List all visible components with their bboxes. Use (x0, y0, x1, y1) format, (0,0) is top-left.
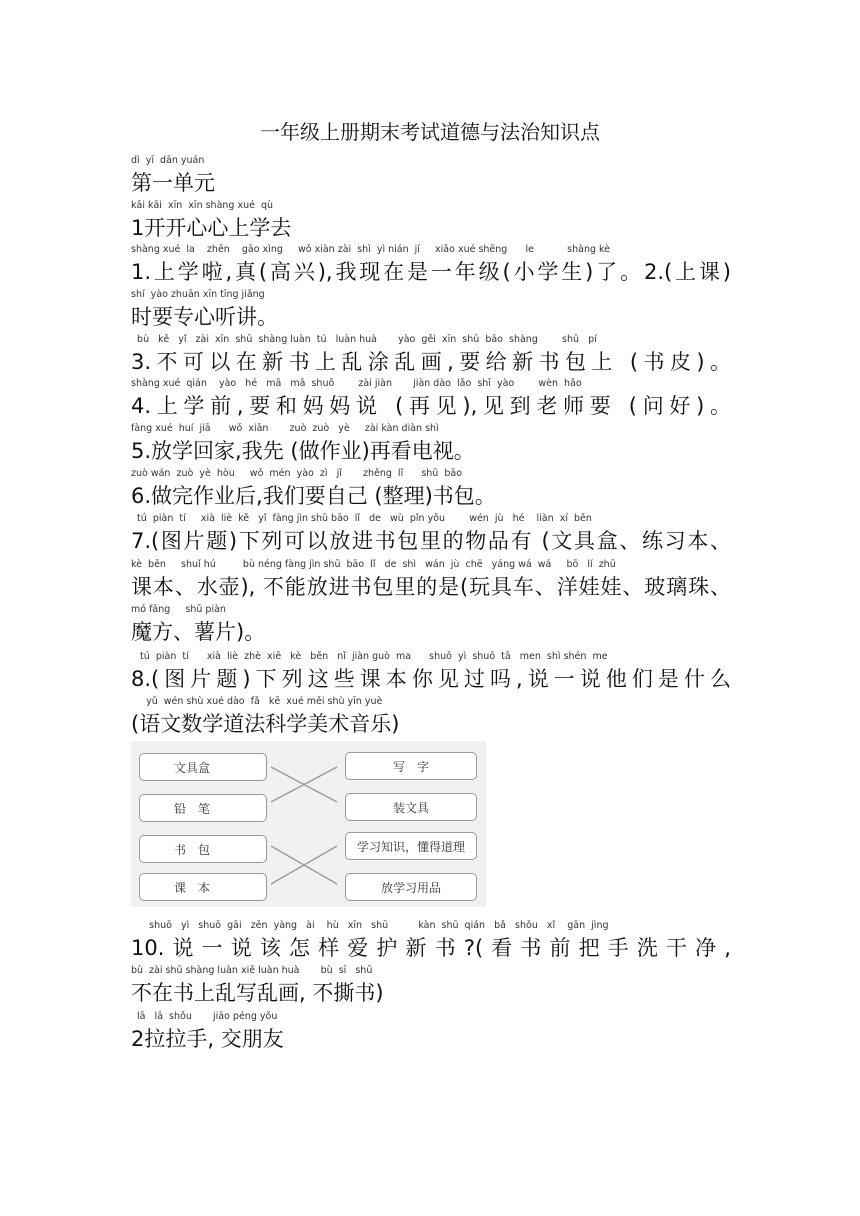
pinyin: fàng xué huí jiā wǒ xiān zuò zuò yè zài kàn diàn shì (131, 423, 439, 434)
pinyin: bù kě yǐ zài xīn shū shàng luàn tú luàn huà yào gěi xīn shū bāo shàng shū pí (131, 334, 597, 345)
right-item: 学习知识，懂得道理 (345, 832, 477, 860)
pinyin: mó fāng shǔ piàn (131, 604, 226, 615)
line-text: 课本、水壶), 不能放进书包里的是(玩具车、洋娃娃、玻璃珠、 (131, 575, 731, 599)
right-item: 装文具 (345, 793, 477, 821)
line-13 (131, 964, 731, 1006)
line-text: 6.做完作业后,我们要自己 (整理)书包。 (131, 484, 496, 508)
line-text: 魔方、薯片)。 (131, 620, 266, 644)
pinyin: yǔ wén shù xué dào fǎ kē xué měi shù yīn yuè (131, 696, 383, 707)
line-12 (131, 919, 731, 961)
line-text: 7.(图片题)下列可以放进书包里的物品有 (文具盒、练习本、 (131, 529, 731, 553)
line-10 (131, 650, 731, 692)
lesson-2-heading (131, 1010, 731, 1052)
left-item: 文具盒 (139, 753, 267, 781)
pinyin: bù zài shū shàng luàn xiě luàn huà bù sī shū (131, 965, 373, 976)
pinyin: shí yào zhuān xīn tīng jiǎng (131, 289, 265, 300)
line-2 (131, 288, 731, 330)
pinyin: kāi kāi xīn xīn shàng xué qù (131, 200, 274, 211)
line-text: 3.不可以在新书上乱涂乱画,要给新书包上 (书皮)。 (131, 350, 731, 374)
right-item: 放学习用品 (345, 873, 477, 901)
line-text: 4.上学前,要和妈妈说 (再见),见到老师要 (问好)。 (131, 394, 731, 418)
line-7 (131, 512, 731, 554)
pinyin: zuò wán zuò yè hòu wǒ mén yào zì jǐ zhěng lǐ shū bāo (131, 468, 463, 479)
line-text: 8.(图片题)下列这些课本你见过吗,说一说他们是什么 (131, 667, 731, 691)
line-text: 1.上学啦,真(高兴),我现在是一年级(小学生)了。2.(上课) (131, 260, 731, 284)
line-6 (131, 467, 731, 509)
pinyin: dì yī dān yuán (131, 155, 205, 166)
lesson-1-heading (131, 199, 731, 241)
right-item: 写 字 (345, 752, 477, 780)
line-text: (语文数学道法科学美术音乐) (131, 712, 400, 736)
left-item: 课 本 (139, 873, 267, 901)
line-4 (131, 377, 731, 419)
line-9 (131, 603, 731, 645)
line-text: 10.说一说该怎样爱护新书?(看书前把手洗干净, (131, 936, 731, 960)
matching-figure (131, 741, 486, 907)
line-text: 不在书上乱写乱画, 不撕书) (131, 981, 384, 1005)
left-item: 书 包 (139, 835, 267, 863)
line-text: 时要专心听讲。 (131, 305, 278, 329)
line-text: 5.放学回家,我先 (做作业)再看电视。 (131, 439, 475, 463)
line-11 (131, 695, 731, 737)
lesson-title: 2拉拉手, 交朋友 (131, 1027, 284, 1051)
left-item: 铅 笔 (139, 794, 267, 822)
pinyin: shàng xué qián yào hé mā mā shuō zài jiàn jiàn dào lǎo shī yào wèn hǎo (131, 378, 582, 389)
unit-title: 第一单元 (131, 171, 215, 195)
line-5 (131, 422, 731, 464)
pinyin: kè běn shuǐ hú bù néng fàng jìn shū bāo lǐ de shì wán jù chē yáng wá wá bō lí zhū (131, 559, 616, 570)
pinyin: tú piàn tí xià liè kě yǐ fàng jìn shū bāo lǐ de wù pǐn yǒu wén jù hé liàn xí běn (131, 513, 592, 524)
pinyin: tú piàn tí xià liè zhè xiē kè běn nǐ jiàn guò ma shuō yì shuō tā men shì shén me (131, 651, 608, 662)
pinyin: shuō yì shuō gāi zěn yàng ài hù xīn shū kàn shū qián bǎ shǒu xǐ gān jìng (131, 920, 609, 931)
pinyin: shàng xué la zhēn gāo xìng wǒ xiàn zài shì yì nián jí xiǎo xué shēng le shàng kè (131, 244, 611, 255)
page-title: 一年级上册期末考试道德与法治知识点 (260, 120, 600, 144)
pinyin: lā lā shǒu jiāo péng yǒu (131, 1011, 278, 1022)
line-8 (131, 558, 731, 600)
unit-heading (131, 154, 731, 196)
lesson-title: 1开开心心上学去 (131, 216, 292, 240)
line-3 (131, 333, 731, 375)
line-1 (131, 243, 731, 285)
